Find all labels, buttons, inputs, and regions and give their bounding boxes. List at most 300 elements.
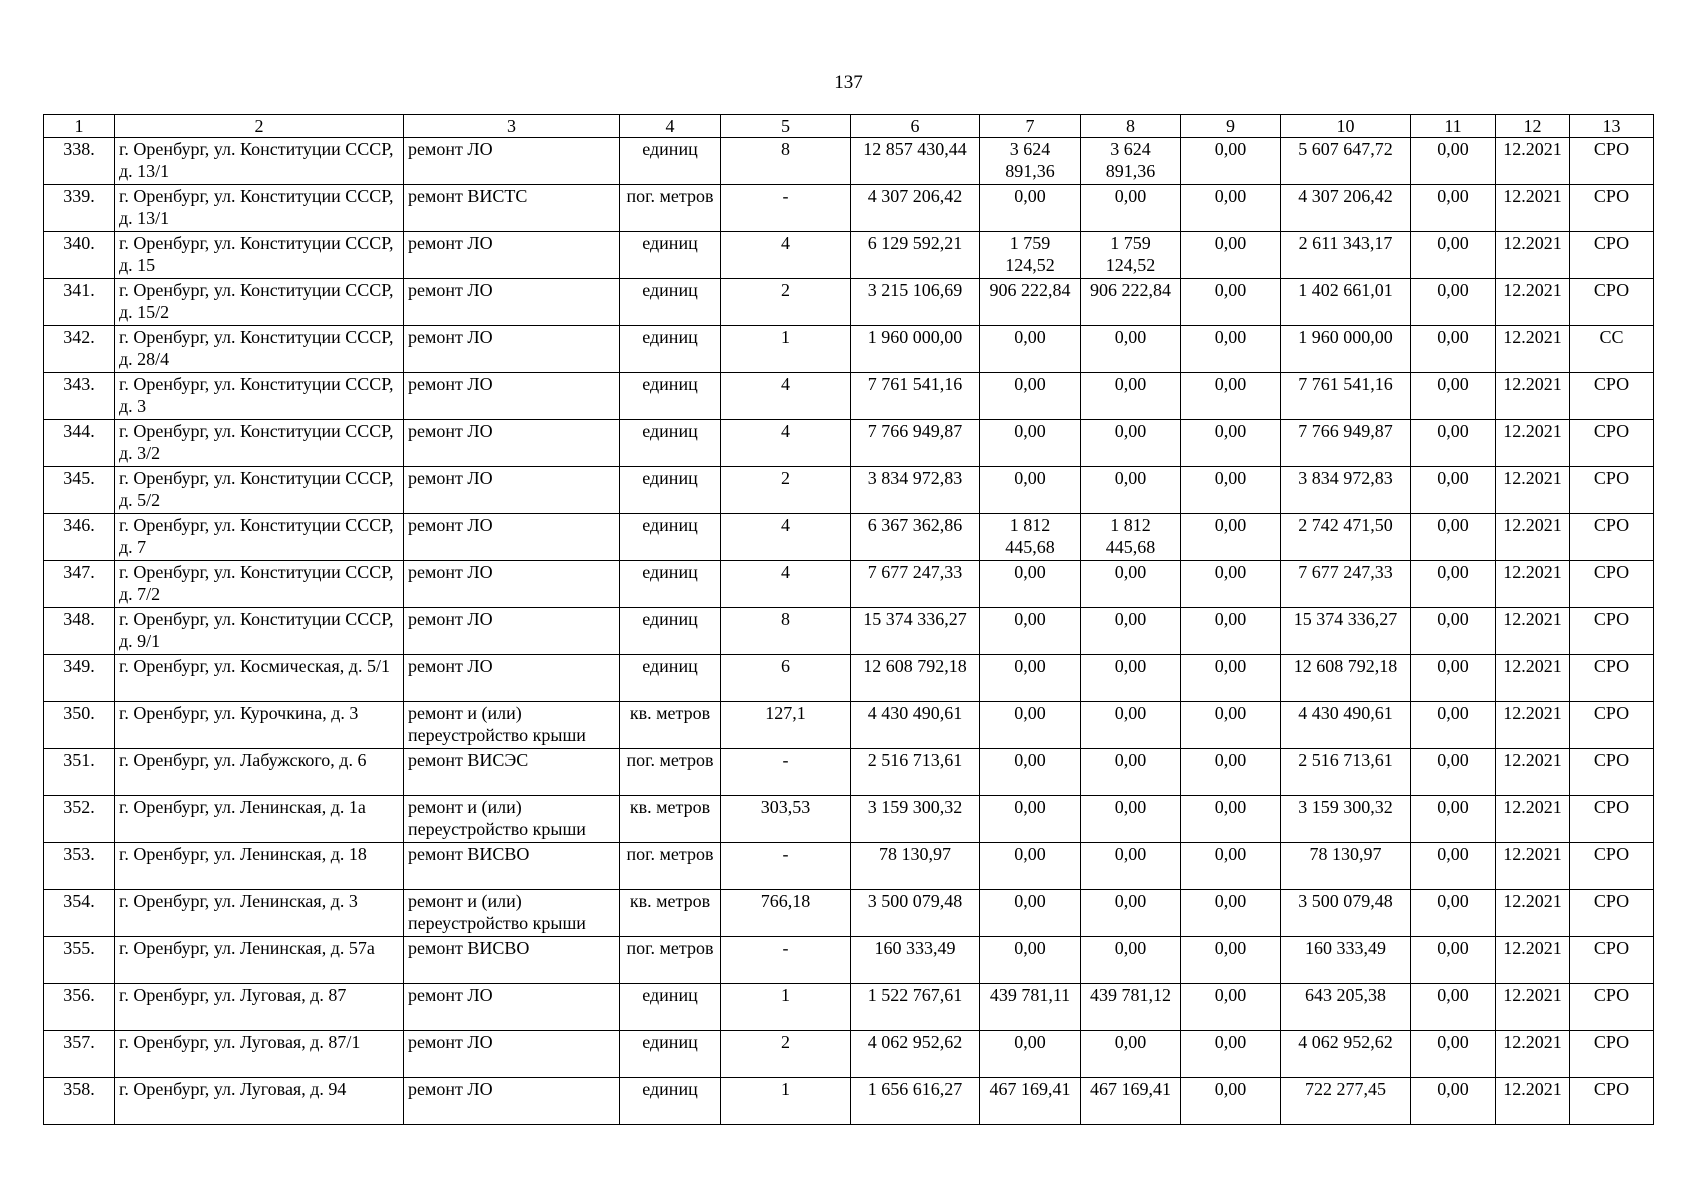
- other-funds-cell: 0,00: [1411, 984, 1496, 1031]
- deadline-cell: 12.2021: [1496, 796, 1570, 843]
- local-funds-cell: 0,00: [1181, 702, 1281, 749]
- method-cell: СРО: [1570, 1078, 1654, 1125]
- work-type-cell: ремонт ЛО: [404, 561, 620, 608]
- column-header: 3: [404, 115, 620, 138]
- total-cost-cell: 12 608 792,18: [851, 655, 980, 702]
- other-funds-cell: 0,00: [1411, 749, 1496, 796]
- method-cell: СРО: [1570, 608, 1654, 655]
- owner-funds-cell: 7 761 541,16: [1281, 373, 1411, 420]
- total-cost-cell: 78 130,97: [851, 843, 980, 890]
- regional-funds-cell: 0,00: [1081, 326, 1181, 373]
- row-number: 351.: [44, 749, 115, 796]
- row-number: 349.: [44, 655, 115, 702]
- method-cell: СРО: [1570, 561, 1654, 608]
- column-header: 6: [851, 115, 980, 138]
- work-type-cell: ремонт и (или) переустройство крыши: [404, 796, 620, 843]
- address-cell: г. Оренбург, ул. Конституции СССР, д. 13/1: [115, 138, 404, 185]
- address-cell: г. Оренбург, ул. Ленинская, д. 18: [115, 843, 404, 890]
- local-funds-cell: 0,00: [1181, 843, 1281, 890]
- regional-funds-cell: 0,00: [1081, 561, 1181, 608]
- unit-cell: кв. метров: [620, 702, 721, 749]
- quantity-cell: 4: [721, 373, 851, 420]
- table-row: [44, 232, 1654, 279]
- regional-funds-cell: 0,00: [1081, 796, 1181, 843]
- owner-funds-cell: 78 130,97: [1281, 843, 1411, 890]
- table-row: [44, 655, 1654, 702]
- work-type-cell: ремонт ВИСВО: [404, 937, 620, 984]
- table-row: [44, 749, 1654, 796]
- table-row: [44, 279, 1654, 326]
- total-cost-cell: 2 516 713,61: [851, 749, 980, 796]
- deadline-cell: 12.2021: [1496, 279, 1570, 326]
- local-funds-cell: 0,00: [1181, 1031, 1281, 1078]
- local-funds-cell: 0,00: [1181, 467, 1281, 514]
- other-funds-cell: 0,00: [1411, 655, 1496, 702]
- row-number: 354.: [44, 890, 115, 937]
- quantity-cell: 4: [721, 514, 851, 561]
- owner-funds-cell: 4 062 952,62: [1281, 1031, 1411, 1078]
- local-funds-cell: 0,00: [1181, 514, 1281, 561]
- total-cost-cell: 4 062 952,62: [851, 1031, 980, 1078]
- local-funds-cell: 0,00: [1181, 138, 1281, 185]
- work-type-cell: ремонт ЛО: [404, 984, 620, 1031]
- federal-funds-cell: 0,00: [980, 890, 1081, 937]
- unit-cell: пог. метров: [620, 843, 721, 890]
- work-type-cell: ремонт ЛО: [404, 1031, 620, 1078]
- unit-cell: единиц: [620, 326, 721, 373]
- deadline-cell: 12.2021: [1496, 467, 1570, 514]
- other-funds-cell: 0,00: [1411, 467, 1496, 514]
- column-header: 9: [1181, 115, 1281, 138]
- owner-funds-cell: 2 611 343,17: [1281, 232, 1411, 279]
- federal-funds-cell: 467 169,41: [980, 1078, 1081, 1125]
- unit-cell: единиц: [620, 1031, 721, 1078]
- other-funds-cell: 0,00: [1411, 232, 1496, 279]
- owner-funds-cell: 643 205,38: [1281, 984, 1411, 1031]
- owner-funds-cell: 1 402 661,01: [1281, 279, 1411, 326]
- owner-funds-cell: 15 374 336,27: [1281, 608, 1411, 655]
- deadline-cell: 12.2021: [1496, 373, 1570, 420]
- deadline-cell: 12.2021: [1496, 702, 1570, 749]
- quantity-cell: -: [721, 937, 851, 984]
- unit-cell: единиц: [620, 232, 721, 279]
- total-cost-cell: 1 960 000,00: [851, 326, 980, 373]
- address-cell: г. Оренбург, ул. Конституции СССР, д. 28/4: [115, 326, 404, 373]
- regional-funds-cell: 0,00: [1081, 373, 1181, 420]
- quantity-cell: 1: [721, 1078, 851, 1125]
- regional-funds-cell: 0,00: [1081, 608, 1181, 655]
- address-cell: г. Оренбург, ул. Конституции СССР, д. 7: [115, 514, 404, 561]
- row-number: 357.: [44, 1031, 115, 1078]
- table-row: [44, 326, 1654, 373]
- total-cost-cell: 1 656 616,27: [851, 1078, 980, 1125]
- federal-funds-cell: 906 222,84: [980, 279, 1081, 326]
- work-type-cell: ремонт ВИСЭС: [404, 749, 620, 796]
- deadline-cell: 12.2021: [1496, 843, 1570, 890]
- method-cell: СРО: [1570, 138, 1654, 185]
- regional-funds-cell: 439 781,12: [1081, 984, 1181, 1031]
- unit-cell: единиц: [620, 561, 721, 608]
- table-row: [44, 608, 1654, 655]
- quantity-cell: 1: [721, 984, 851, 1031]
- address-cell: г. Оренбург, ул. Луговая, д. 87: [115, 984, 404, 1031]
- unit-cell: единиц: [620, 1078, 721, 1125]
- local-funds-cell: 0,00: [1181, 796, 1281, 843]
- deadline-cell: 12.2021: [1496, 1078, 1570, 1125]
- row-number: 356.: [44, 984, 115, 1031]
- quantity-cell: -: [721, 749, 851, 796]
- deadline-cell: 12.2021: [1496, 561, 1570, 608]
- row-number: 339.: [44, 185, 115, 232]
- deadline-cell: 12.2021: [1496, 514, 1570, 561]
- regional-funds-cell: 0,00: [1081, 702, 1181, 749]
- address-cell: г. Оренбург, ул. Космическая, д. 5/1: [115, 655, 404, 702]
- quantity-cell: 4: [721, 420, 851, 467]
- other-funds-cell: 0,00: [1411, 185, 1496, 232]
- unit-cell: единиц: [620, 420, 721, 467]
- total-cost-cell: 4 307 206,42: [851, 185, 980, 232]
- method-cell: СРО: [1570, 655, 1654, 702]
- method-cell: СРО: [1570, 373, 1654, 420]
- row-number: 358.: [44, 1078, 115, 1125]
- federal-funds-cell: 0,00: [980, 561, 1081, 608]
- regional-funds-cell: 0,00: [1081, 185, 1181, 232]
- local-funds-cell: 0,00: [1181, 749, 1281, 796]
- local-funds-cell: 0,00: [1181, 1078, 1281, 1125]
- local-funds-cell: 0,00: [1181, 608, 1281, 655]
- method-cell: СРО: [1570, 1031, 1654, 1078]
- federal-funds-cell: 0,00: [980, 702, 1081, 749]
- quantity-cell: -: [721, 843, 851, 890]
- table-row: [44, 185, 1654, 232]
- unit-cell: единиц: [620, 373, 721, 420]
- other-funds-cell: 0,00: [1411, 1078, 1496, 1125]
- column-header: 8: [1081, 115, 1181, 138]
- row-number: 341.: [44, 279, 115, 326]
- local-funds-cell: 0,00: [1181, 279, 1281, 326]
- owner-funds-cell: 160 333,49: [1281, 937, 1411, 984]
- total-cost-cell: 3 500 079,48: [851, 890, 980, 937]
- row-number: 342.: [44, 326, 115, 373]
- regional-funds-cell: 0,00: [1081, 749, 1181, 796]
- table-row: [44, 796, 1654, 843]
- federal-funds-cell: 0,00: [980, 655, 1081, 702]
- unit-cell: кв. метров: [620, 796, 721, 843]
- unit-cell: пог. метров: [620, 749, 721, 796]
- federal-funds-cell: 3 624 891,36: [980, 138, 1081, 185]
- federal-funds-cell: 0,00: [980, 749, 1081, 796]
- table-row: [44, 1078, 1654, 1125]
- regional-funds-cell: 3 624 891,36: [1081, 138, 1181, 185]
- row-number: 348.: [44, 608, 115, 655]
- column-header: 1: [44, 115, 115, 138]
- method-cell: СРО: [1570, 843, 1654, 890]
- unit-cell: единиц: [620, 138, 721, 185]
- table-row: [44, 561, 1654, 608]
- other-funds-cell: 0,00: [1411, 937, 1496, 984]
- local-funds-cell: 0,00: [1181, 185, 1281, 232]
- local-funds-cell: 0,00: [1181, 326, 1281, 373]
- total-cost-cell: 4 430 490,61: [851, 702, 980, 749]
- federal-funds-cell: 0,00: [980, 373, 1081, 420]
- address-cell: г. Оренбург, ул. Конституции СССР, д. 3: [115, 373, 404, 420]
- federal-funds-cell: 0,00: [980, 796, 1081, 843]
- deadline-cell: 12.2021: [1496, 890, 1570, 937]
- table-body: [44, 138, 1654, 1125]
- regional-funds-cell: 1 812 445,68: [1081, 514, 1181, 561]
- other-funds-cell: 0,00: [1411, 514, 1496, 561]
- work-type-cell: ремонт ВИСТС: [404, 185, 620, 232]
- unit-cell: единиц: [620, 279, 721, 326]
- work-type-cell: ремонт ЛО: [404, 138, 620, 185]
- address-cell: г. Оренбург, ул. Луговая, д. 94: [115, 1078, 404, 1125]
- column-header: 7: [980, 115, 1081, 138]
- table-row: [44, 890, 1654, 937]
- method-cell: СРО: [1570, 749, 1654, 796]
- address-cell: г. Оренбург, ул. Курочкина, д. 3: [115, 702, 404, 749]
- other-funds-cell: 0,00: [1411, 561, 1496, 608]
- work-type-cell: ремонт ЛО: [404, 1078, 620, 1125]
- owner-funds-cell: 7 677 247,33: [1281, 561, 1411, 608]
- other-funds-cell: 0,00: [1411, 890, 1496, 937]
- deadline-cell: 12.2021: [1496, 937, 1570, 984]
- column-header: 11: [1411, 115, 1496, 138]
- method-cell: СРО: [1570, 890, 1654, 937]
- local-funds-cell: 0,00: [1181, 420, 1281, 467]
- federal-funds-cell: 0,00: [980, 843, 1081, 890]
- regional-funds-cell: 0,00: [1081, 467, 1181, 514]
- owner-funds-cell: 7 766 949,87: [1281, 420, 1411, 467]
- method-cell: СРО: [1570, 984, 1654, 1031]
- other-funds-cell: 0,00: [1411, 843, 1496, 890]
- deadline-cell: 12.2021: [1496, 420, 1570, 467]
- table-row: [44, 1031, 1654, 1078]
- work-type-cell: ремонт ВИСВО: [404, 843, 620, 890]
- deadline-cell: 12.2021: [1496, 232, 1570, 279]
- federal-funds-cell: 0,00: [980, 467, 1081, 514]
- regional-funds-cell: 1 759 124,52: [1081, 232, 1181, 279]
- quantity-cell: 2: [721, 1031, 851, 1078]
- column-header: 5: [721, 115, 851, 138]
- row-number: 344.: [44, 420, 115, 467]
- quantity-cell: 2: [721, 279, 851, 326]
- method-cell: СРО: [1570, 702, 1654, 749]
- unit-cell: единиц: [620, 467, 721, 514]
- work-type-cell: ремонт ЛО: [404, 655, 620, 702]
- federal-funds-cell: 1 759 124,52: [980, 232, 1081, 279]
- work-type-cell: ремонт ЛО: [404, 232, 620, 279]
- unit-cell: пог. метров: [620, 937, 721, 984]
- owner-funds-cell: 5 607 647,72: [1281, 138, 1411, 185]
- address-cell: г. Оренбург, ул. Ленинская, д. 3: [115, 890, 404, 937]
- owner-funds-cell: 2 742 471,50: [1281, 514, 1411, 561]
- regional-funds-cell: 0,00: [1081, 937, 1181, 984]
- table-row: [44, 420, 1654, 467]
- deadline-cell: 12.2021: [1496, 749, 1570, 796]
- row-number: 355.: [44, 937, 115, 984]
- total-cost-cell: 6 367 362,86: [851, 514, 980, 561]
- work-type-cell: ремонт ЛО: [404, 279, 620, 326]
- row-number: 343.: [44, 373, 115, 420]
- total-cost-cell: 6 129 592,21: [851, 232, 980, 279]
- federal-funds-cell: 0,00: [980, 1031, 1081, 1078]
- deadline-cell: 12.2021: [1496, 655, 1570, 702]
- other-funds-cell: 0,00: [1411, 373, 1496, 420]
- table-row: [44, 138, 1654, 185]
- table-row: [44, 937, 1654, 984]
- address-cell: г. Оренбург, ул. Конституции СССР, д. 7/2: [115, 561, 404, 608]
- owner-funds-cell: 2 516 713,61: [1281, 749, 1411, 796]
- quantity-cell: 127,1: [721, 702, 851, 749]
- quantity-cell: 1: [721, 326, 851, 373]
- federal-funds-cell: 0,00: [980, 326, 1081, 373]
- unit-cell: пог. метров: [620, 185, 721, 232]
- address-cell: г. Оренбург, ул. Конституции СССР, д. 13/1: [115, 185, 404, 232]
- regional-funds-cell: 906 222,84: [1081, 279, 1181, 326]
- address-cell: г. Оренбург, ул. Конституции СССР, д. 5/2: [115, 467, 404, 514]
- method-cell: СРО: [1570, 185, 1654, 232]
- total-cost-cell: 7 677 247,33: [851, 561, 980, 608]
- column-header: 4: [620, 115, 721, 138]
- owner-funds-cell: 3 159 300,32: [1281, 796, 1411, 843]
- quantity-cell: 4: [721, 561, 851, 608]
- deadline-cell: 12.2021: [1496, 984, 1570, 1031]
- work-type-cell: ремонт ЛО: [404, 514, 620, 561]
- total-cost-cell: 3 215 106,69: [851, 279, 980, 326]
- row-number: 338.: [44, 138, 115, 185]
- total-cost-cell: 3 159 300,32: [851, 796, 980, 843]
- total-cost-cell: 12 857 430,44: [851, 138, 980, 185]
- deadline-cell: 12.2021: [1496, 326, 1570, 373]
- other-funds-cell: 0,00: [1411, 326, 1496, 373]
- address-cell: г. Оренбург, ул. Конституции СССР, д. 15/2: [115, 279, 404, 326]
- total-cost-cell: 7 761 541,16: [851, 373, 980, 420]
- method-cell: СРО: [1570, 232, 1654, 279]
- address-cell: г. Оренбург, ул. Конституции СССР, д. 3/2: [115, 420, 404, 467]
- method-cell: СРО: [1570, 514, 1654, 561]
- federal-funds-cell: 1 812 445,68: [980, 514, 1081, 561]
- row-number: 352.: [44, 796, 115, 843]
- quantity-cell: 766,18: [721, 890, 851, 937]
- local-funds-cell: 0,00: [1181, 561, 1281, 608]
- owner-funds-cell: 1 960 000,00: [1281, 326, 1411, 373]
- local-funds-cell: 0,00: [1181, 937, 1281, 984]
- quantity-cell: 8: [721, 138, 851, 185]
- method-cell: СРО: [1570, 467, 1654, 514]
- total-cost-cell: 15 374 336,27: [851, 608, 980, 655]
- quantity-cell: 4: [721, 232, 851, 279]
- total-cost-cell: 7 766 949,87: [851, 420, 980, 467]
- header-row: [44, 115, 1654, 138]
- method-cell: СРО: [1570, 937, 1654, 984]
- deadline-cell: 12.2021: [1496, 185, 1570, 232]
- address-cell: г. Оренбург, ул. Конституции СССР, д. 15: [115, 232, 404, 279]
- work-type-cell: ремонт ЛО: [404, 467, 620, 514]
- deadline-cell: 12.2021: [1496, 138, 1570, 185]
- column-header: 12: [1496, 115, 1570, 138]
- owner-funds-cell: 4 430 490,61: [1281, 702, 1411, 749]
- row-number: 340.: [44, 232, 115, 279]
- owner-funds-cell: 3 834 972,83: [1281, 467, 1411, 514]
- column-header: 13: [1570, 115, 1654, 138]
- other-funds-cell: 0,00: [1411, 138, 1496, 185]
- column-header: 10: [1281, 115, 1411, 138]
- other-funds-cell: 0,00: [1411, 279, 1496, 326]
- unit-cell: кв. метров: [620, 890, 721, 937]
- owner-funds-cell: 12 608 792,18: [1281, 655, 1411, 702]
- total-cost-cell: 1 522 767,61: [851, 984, 980, 1031]
- unit-cell: единиц: [620, 608, 721, 655]
- local-funds-cell: 0,00: [1181, 373, 1281, 420]
- federal-funds-cell: 0,00: [980, 608, 1081, 655]
- method-cell: СРО: [1570, 279, 1654, 326]
- page-number: 137: [834, 72, 863, 93]
- other-funds-cell: 0,00: [1411, 702, 1496, 749]
- local-funds-cell: 0,00: [1181, 232, 1281, 279]
- address-cell: г. Оренбург, ул. Лабужского, д. 6: [115, 749, 404, 796]
- register-table: [43, 114, 1654, 1125]
- quantity-cell: 8: [721, 608, 851, 655]
- regional-funds-cell: 0,00: [1081, 655, 1181, 702]
- row-number: 346.: [44, 514, 115, 561]
- quantity-cell: 303,53: [721, 796, 851, 843]
- other-funds-cell: 0,00: [1411, 1031, 1496, 1078]
- regional-funds-cell: 0,00: [1081, 843, 1181, 890]
- other-funds-cell: 0,00: [1411, 796, 1496, 843]
- column-header: 2: [115, 115, 404, 138]
- total-cost-cell: 160 333,49: [851, 937, 980, 984]
- address-cell: г. Оренбург, ул. Ленинская, д. 57а: [115, 937, 404, 984]
- federal-funds-cell: 439 781,11: [980, 984, 1081, 1031]
- quantity-cell: -: [721, 185, 851, 232]
- row-number: 347.: [44, 561, 115, 608]
- table-row: [44, 984, 1654, 1031]
- table-row: [44, 467, 1654, 514]
- regional-funds-cell: 0,00: [1081, 420, 1181, 467]
- table-row: [44, 702, 1654, 749]
- regional-funds-cell: 467 169,41: [1081, 1078, 1181, 1125]
- quantity-cell: 2: [721, 467, 851, 514]
- table-row: [44, 373, 1654, 420]
- owner-funds-cell: 4 307 206,42: [1281, 185, 1411, 232]
- owner-funds-cell: 722 277,45: [1281, 1078, 1411, 1125]
- work-type-cell: ремонт ЛО: [404, 373, 620, 420]
- unit-cell: единиц: [620, 984, 721, 1031]
- work-type-cell: ремонт и (или) переустройство крыши: [404, 890, 620, 937]
- federal-funds-cell: 0,00: [980, 937, 1081, 984]
- local-funds-cell: 0,00: [1181, 890, 1281, 937]
- regional-funds-cell: 0,00: [1081, 890, 1181, 937]
- work-type-cell: ремонт ЛО: [404, 420, 620, 467]
- total-cost-cell: 3 834 972,83: [851, 467, 980, 514]
- address-cell: г. Оренбург, ул. Луговая, д. 87/1: [115, 1031, 404, 1078]
- row-number: 345.: [44, 467, 115, 514]
- table-row: [44, 843, 1654, 890]
- method-cell: СРО: [1570, 796, 1654, 843]
- deadline-cell: 12.2021: [1496, 1031, 1570, 1078]
- federal-funds-cell: 0,00: [980, 420, 1081, 467]
- other-funds-cell: 0,00: [1411, 608, 1496, 655]
- regional-funds-cell: 0,00: [1081, 1031, 1181, 1078]
- work-type-cell: ремонт и (или) переустройство крыши: [404, 702, 620, 749]
- unit-cell: единиц: [620, 514, 721, 561]
- row-number: 353.: [44, 843, 115, 890]
- work-type-cell: ремонт ЛО: [404, 608, 620, 655]
- method-cell: СС: [1570, 326, 1654, 373]
- work-type-cell: ремонт ЛО: [404, 326, 620, 373]
- unit-cell: единиц: [620, 655, 721, 702]
- local-funds-cell: 0,00: [1181, 655, 1281, 702]
